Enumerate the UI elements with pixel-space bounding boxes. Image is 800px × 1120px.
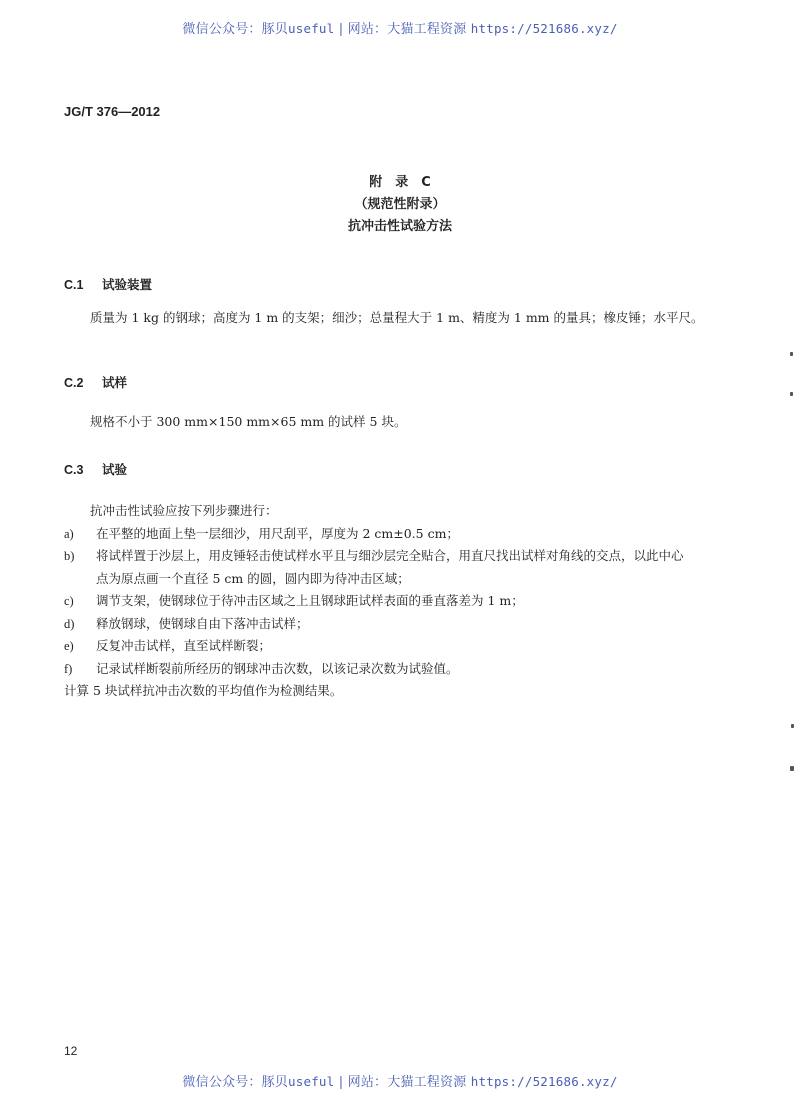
step-item [64, 590, 744, 613]
scan-speck [790, 766, 794, 771]
watermark-header [0, 18, 800, 37]
watermark-prefix: 微信公众号：豚贝 [182, 22, 289, 37]
step-marker: e) [64, 639, 74, 653]
step-marker: f) [64, 661, 73, 676]
step-item [64, 523, 744, 546]
section-title: 试验 [102, 462, 128, 477]
watermark-url[interactable]: https://521686.xyz/ [470, 1074, 618, 1089]
step-text: 释放钢球，使钢球自由下落冲击试样； [96, 615, 309, 631]
step-item [64, 658, 744, 681]
step-item [64, 635, 744, 658]
watermark-url[interactable]: https://521686.xyz/ [470, 21, 618, 36]
watermark-site: 网站：大猫工程资源 [347, 1075, 471, 1090]
step-text: 调节支架，使钢球位于待冲击区域之上且钢球距试样表面的垂直落差为 1 m； [96, 593, 524, 608]
appendix-name: 抗冲击性试验方法 [347, 219, 452, 234]
section-number: C.1 [64, 278, 84, 292]
section-heading-c3 [64, 460, 127, 478]
section-number: C.2 [64, 376, 84, 390]
step-marker: c) [64, 594, 74, 608]
section-body-c2: 规格不小于 300 mm×150 mm×65 mm 的试样 5 块。 [90, 414, 407, 429]
step-marker: b) [64, 549, 75, 563]
section-heading-c2 [64, 373, 127, 391]
watermark-useful: useful [288, 1074, 335, 1089]
step-marker: d) [64, 616, 75, 631]
standard-code: JG/T 376—2012 [64, 104, 161, 119]
page-number: 12 [64, 1044, 78, 1058]
scan-speck [790, 352, 793, 356]
watermark-site: 网站：大猫工程资源 [347, 22, 471, 37]
procedure-intro: 抗冲击性试验应按下列步骤进行： [90, 503, 278, 518]
procedure-steps [64, 500, 744, 703]
watermark-footer [0, 1071, 800, 1090]
step-item [64, 545, 744, 590]
appendix-title: 附 录 C [369, 175, 431, 190]
step-item [64, 613, 744, 636]
section-body-c1: 质量为 1 kg 的钢球；高度为 1 m 的支架；细沙；总量程大于 1 m、精度为 1 mm 的量具；橡皮锤；水平尺。 [90, 310, 704, 325]
section-title: 试样 [102, 375, 128, 390]
watermark-separator: | [334, 1075, 348, 1090]
watermark-separator: | [334, 22, 348, 37]
section-title: 试验装置 [102, 277, 153, 292]
appendix-type: （规范性附录） [354, 197, 446, 212]
step-text: 在平整的地面上垫一层细沙，用尺刮平，厚度为 2 cm±0.5 cm； [96, 525, 459, 541]
procedure-conclusion: 计算 5 块试样抗冲击次数的平均值作为检测结果。 [64, 683, 343, 698]
scan-speck [790, 392, 793, 396]
step-text: 将试样置于沙层上，用皮锤轻击使试样水平且与细沙层完全贴合，用直尺找出试样对角线的交点，以此中心点为原点画一个直径 5 cm 的圆，圆内即为待冲击区域； [96, 548, 684, 586]
step-text: 反复冲击试样，直至试样断裂； [96, 638, 272, 653]
appendix-title-block [0, 172, 800, 238]
scan-speck [791, 724, 794, 728]
step-marker: a) [64, 526, 74, 541]
section-heading-c1 [64, 275, 152, 293]
watermark-prefix: 微信公众号：豚贝 [182, 1075, 289, 1090]
step-text: 记录试样断裂前所经历的钢球冲击次数，以该记录次数为试验值。 [96, 660, 459, 676]
section-number: C.3 [64, 463, 84, 477]
watermark-useful: useful [288, 21, 335, 36]
